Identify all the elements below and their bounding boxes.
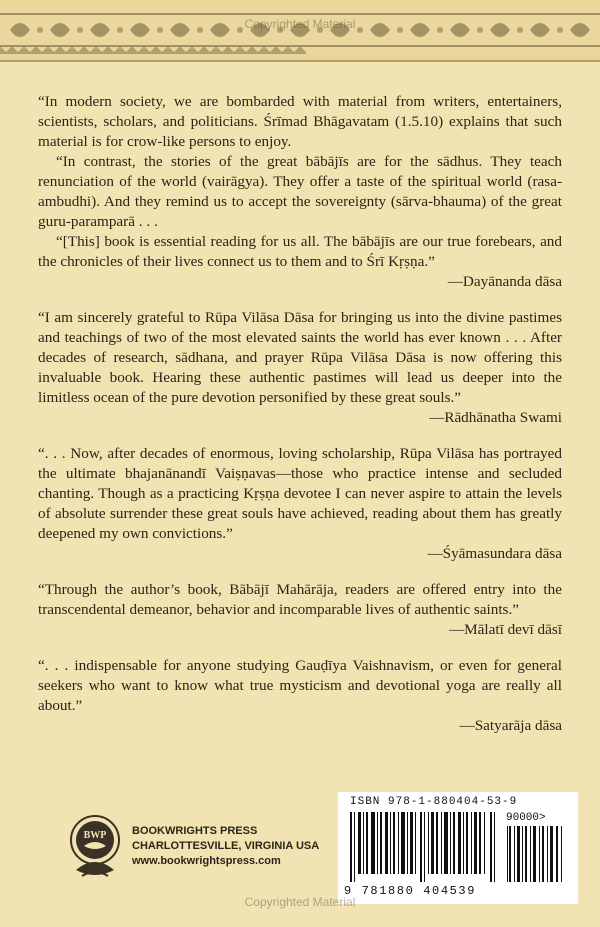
quote-author: —Dayānanda dāsa	[447, 273, 562, 290]
bookwrights-logo-icon	[66, 814, 124, 884]
logo-text: BWP	[83, 830, 107, 841]
quote-paragraph: “. . . indispensable for anyone studying Gauḍīya Vaishnavism, or even for general seekers who want to know what true mysticism and devotional yoga are really all about.”	[38, 657, 562, 714]
quote-malati	[38, 580, 562, 640]
quote-author: —Satyarāja dāsa	[459, 717, 562, 734]
quote-paragraph: “I am sincerely grateful to Rūpa Vilāsa Dāsa for bringing us into the divine pastimes and teachings of two of the most elevated saints the world has ever known . . . After decades of research, sādhana, and prayer Rūpa Vilāsa Dāsa is now offering this invaluable book. Hearing these authentic pastimes will lead us deeper into the limitless ocean of the pure devotion personified by these great souls.”	[38, 309, 562, 406]
publisher-name: BOOKWRIGHTS PRESS	[132, 825, 258, 837]
quote-dayananda	[38, 92, 562, 292]
blurb-column	[38, 92, 562, 752]
quote-satyaraja	[38, 656, 562, 736]
ean-digits: 9 781880 404539	[344, 884, 477, 898]
watermark-top: Copyrighted Material	[244, 17, 356, 31]
quote-author: —Mālatī devī dāsī	[448, 621, 562, 638]
quote-paragraph: “. . . Now, after decades of enormous, loving scholarship, Rūpa Vilāsa has portrayed the ultimate bhajanānandī Vaiṣṇavas—those who practice intense and secluded chanting. Though as a practicing Kṛṣṇa devotee I can never aspire to attain the levels of absolute surrender these great souls have achieved, reading about them has greatly deepened my own convictions.”	[38, 445, 562, 542]
quote-paragraph: “Through the author’s book, Bābājī Mahārāja, readers are offered entry into the transcendental demeanor, behavior and incomparable lives of authentic saints.”	[38, 581, 562, 618]
publisher-block	[66, 814, 336, 894]
decorative-border	[0, 0, 600, 62]
watermark-bottom: Copyrighted Material	[244, 895, 356, 909]
addon-barcode-icon	[506, 826, 566, 882]
quote-syamasundara	[38, 444, 562, 564]
quote-paragraph: “In contrast, the stories of the great bābājīs are for the sādhus. They teach renunciation of the world (vairāgya). They offer a taste of the spiritual world (rasa-ambudhi). And they remind us to accept the sovereignty (sārva-bhauma) of the great guru-paramparā . . .	[38, 153, 562, 230]
isbn-text: ISBN 978-1-880404-53-9	[350, 796, 518, 808]
barcode-box	[338, 792, 578, 904]
quote-author: —Rādhānatha Swami	[429, 409, 562, 426]
quote-paragraph: “In modern society, we are bombarded with material from writers, entertainers, scientists, scholars, and politicians. Śrīmad Bhāgavatam (1.5.10) explains that such material is for crow-like persons to enjoy.	[38, 93, 562, 150]
quote-author: —Śyāmasundara dāsa	[427, 545, 562, 562]
quote-radhanatha	[38, 308, 562, 428]
quote-paragraph: “[This] book is essential reading for us all. The bābājīs are our true forebears, and the chronicles of their lives connect us to them and to Śrī Kṛṣṇa.”	[38, 233, 562, 270]
ean-barcode-icon	[348, 812, 498, 882]
price-code: 90000>	[506, 812, 546, 824]
publisher-website[interactable]: www.bookwrightspress.com	[132, 855, 281, 867]
publisher-location: CHARLOTTESVILLE, VIRGINIA USA	[132, 840, 320, 852]
